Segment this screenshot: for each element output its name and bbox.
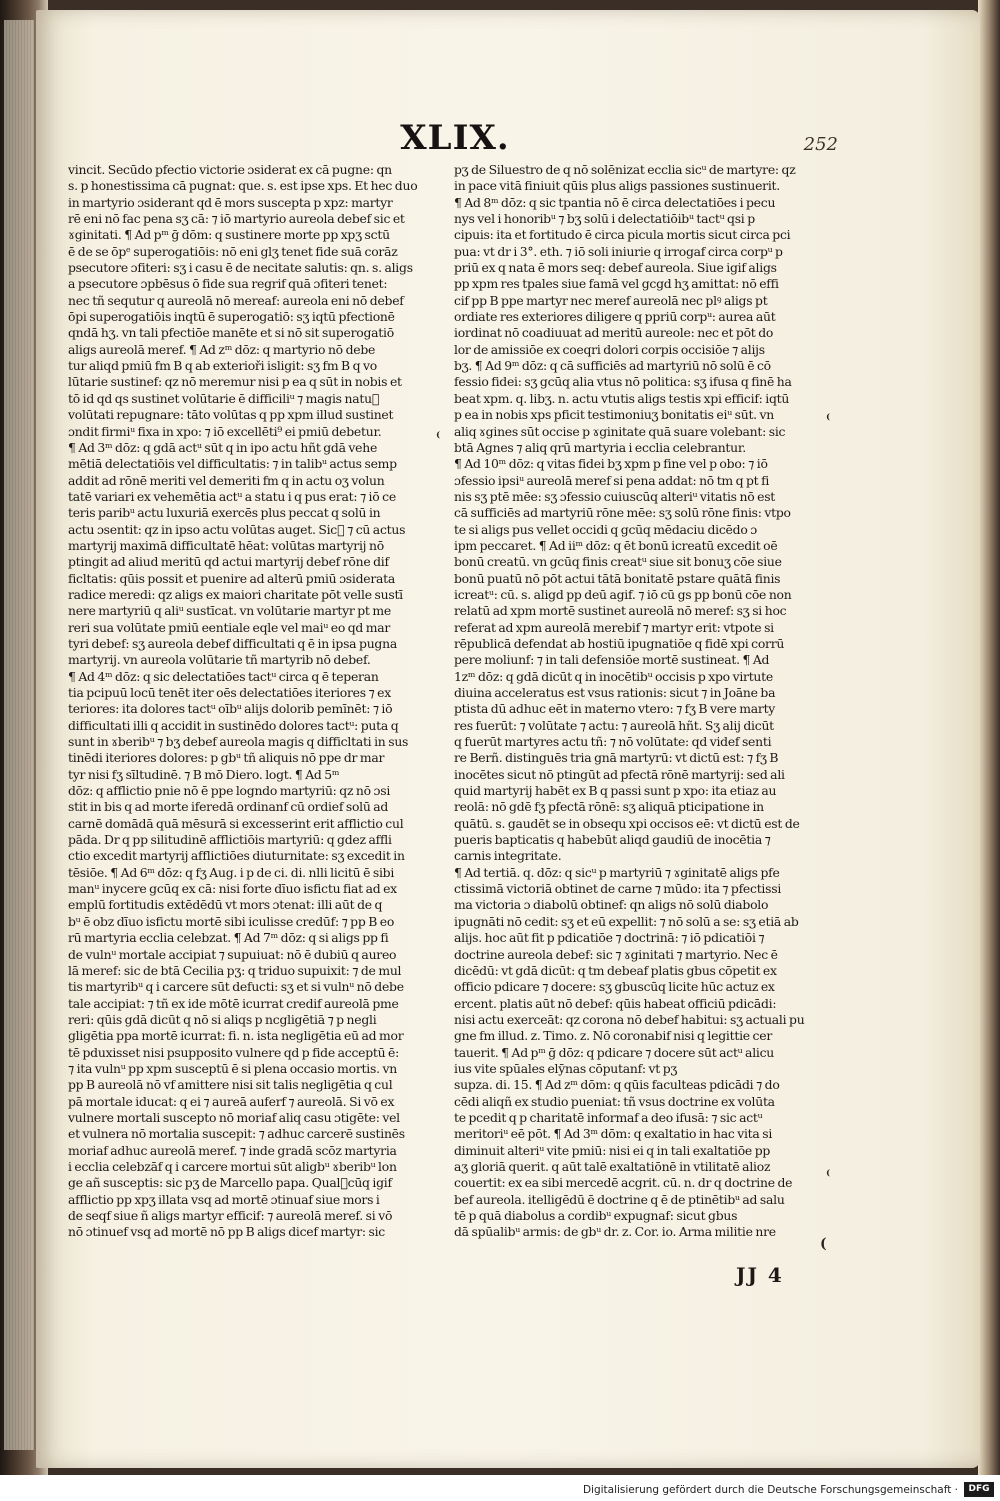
- text-line: ē de se ōpᵉ superogatiōis: nō eni glʒ tenet fide suā corāz: [68, 243, 398, 259]
- text-line: sunt in ɤberibᵘ ⁊ bʒ debef aureola magis q difficltati in sus: [68, 734, 409, 750]
- text-line: quātū. s. gaudēt se in obsequ xpi occisos eē: vt dictū est de: [454, 815, 800, 831]
- text-line: nō ɔtinuef vsq ad mortē nō pp B aligs dicef martyr: sic: [68, 1224, 385, 1240]
- book-edge-right: [978, 0, 1000, 1475]
- text-line: ge añ susceptis: sic pʒ de Marcello papa. Qualᷓcūq igif: [68, 1175, 392, 1191]
- text-line: lā meref: sic de btā Cecilia pʒ: q triduo supuixit: ⁊ de mul: [68, 962, 402, 978]
- text-line: cif pp B ppe martyr nec meref aureolā nec plꝰ aligs pt: [454, 292, 768, 308]
- text-line: dōz: q afflictio pnie nō ē ppe logndo martyriū: qz nō ɔsi: [68, 783, 391, 799]
- left-page-edges: [4, 20, 34, 1450]
- text-line: btā Agnes ⁊ aliq qrū martyria i ecclia celebrantur.: [454, 439, 746, 455]
- page-number: 252: [803, 134, 838, 155]
- text-line: ctissimā victoriā obtinet de carne ⁊ mūdo: ita ⁊ pfectissi: [454, 881, 782, 897]
- text-line: nisi actu exerceāt: qz corona nō debef habitui: sʒ actuali pu: [454, 1011, 805, 1027]
- text-line: addit ad rōnē meriti vel demeriti fm q in actu oʒ volun: [68, 472, 385, 488]
- text-line: ¶ Ad 3ᵐ dōz: q gdā actᵘ sūt q in ipo actu hñt gdā vehe: [68, 439, 378, 455]
- text-line: cipuis: ita et fortitudo ē circa picula mortis sicut circa pci: [454, 227, 791, 243]
- text-line: bonū creatū. vn gcūq finis creatᵘ siue sit bonuʒ cōe siue: [454, 554, 782, 570]
- text-line: reri: qūis gdā dicūt q nō si aliqs p ncgligētiā ⁊ p negli: [68, 1011, 377, 1027]
- text-line: carnē domādā quā mēsurā si excesserint erit afflictio cul: [68, 815, 404, 831]
- text-line: carnis integritate.: [454, 848, 562, 864]
- text-line: re Berñ. distinguēs tria gnā martyrū: vt dictū est: ⁊ fʒ B: [454, 750, 779, 766]
- text-line: ptista dū adhuc eēt in materno vtero: ⁊ fʒ B vere marty: [454, 701, 776, 717]
- text-line: 1zᵐ dōz: q gdā dicūt q in inocētibᵘ occisis p xpo virtute: [454, 668, 773, 684]
- text-line: bonū puatū nō pōt actui tātā bonitatē pstare quātā finis: [454, 570, 781, 586]
- text-line: ¶ Ad tertiā. q. dōz: q sicᵘ p martyriū ⁊ ɤginitatē aligs pfe: [454, 864, 780, 880]
- right-text-column: [454, 162, 822, 1241]
- text-line: gne fm illud. z. Timo. z. Nō coronabif nisi q legittie cer: [454, 1028, 773, 1044]
- text-line: tē pduxisset nisi psupposito vulnere qd p fide acceptū ē:: [68, 1044, 400, 1060]
- text-line: tia pcipuū locū tenēt iter oēs delectatiōes iteriores ⁊ ex: [68, 685, 391, 700]
- text-line: tyri debef: sʒ aureola debef difficultati q ē in ipsa pugna: [68, 635, 397, 651]
- text-line: bʒ. ¶ Ad 9ᵐ dōz: q cā sufficiēs ad martyriū nō solū ē cō: [454, 358, 771, 374]
- text-line: gligētia ppa mortē icurrat: fi. n. ista negligētia eū ad mor: [68, 1028, 404, 1044]
- text-line: teriores: ita dolores tactᵘ oībᵘ alijs dolorib pemīnēt: ⁊ iō: [68, 701, 393, 717]
- text-line: tur aliqd pmiū fm B q ab exterioři isligit: sʒ fm B q vo: [68, 358, 377, 374]
- text-line: ɔfessio ipsiᵘ aureolā meref si pena addat: nō tm q pt fi: [454, 472, 770, 488]
- text-line: icreatᵘ: cū. s. aligd pp deū agif. ⁊ iō cū gs pp bonū cōe non: [454, 586, 792, 602]
- text-line: afflictio pp xpʒ illata vsq ad mortē ɔtinuaf siue mors i: [68, 1191, 380, 1207]
- text-line: meritoriᵘ eē pōt. ¶ Ad 3ᵐ dōm: q exaltatio in hac vita si: [454, 1126, 773, 1142]
- text-line: quid martyrij habēt ex B q passi sunt p xpo: ita etiaz au: [454, 783, 777, 799]
- text-line: tō id qd qs sustinet volūtarie ē difficiliᵘ ⁊ magis natuᷓ: [68, 390, 380, 406]
- text-line: pueris bapticatis q habebūt aliqd gaudiū de inocētia ⁊: [454, 832, 771, 848]
- text-line: diminuit alteriᵘ vite pmiū: nisi ei q in tali exaltatiōe pp: [454, 1142, 771, 1158]
- text-line: moriaf adhuc aureolā meref. ⁊ inde gradā scōz martyria: [68, 1142, 397, 1158]
- text-line: pp B aureolā nō vf amittere nisi sit talis negligētia q cul: [68, 1077, 393, 1093]
- text-line: de vulnᵘ mortale accipiat ⁊ supuiuat: nō ē dubiū q aureo: [68, 946, 397, 962]
- text-line: radice meredi: qz aligs ex maiori charitate pōt velle sustī: [68, 586, 403, 602]
- text-line: bᵘ ē obz dīuo isfictu mortē sibi iculisse credūf: ⁊ pp B eo: [68, 913, 395, 929]
- text-line: emplū fortitudis extēdēdū vt mors ɔtenat: illi aūt de q: [68, 897, 383, 913]
- margin-mark: ⁽: [826, 1168, 831, 1184]
- margin-mark: ⁽: [436, 430, 441, 446]
- text-line: vulnere mortali suscepto nō moriaf aliq casu ɔtigēte: vel: [68, 1109, 400, 1125]
- text-line: tyr nisi fʒ sīltudinē. ⁊ B mō Diero. logt. ¶ Ad 5ᵐ: [68, 766, 340, 782]
- text-line: te pcedit q p charitatē informaf a deo ifusā: ⁊ sic actᵘ: [454, 1109, 763, 1125]
- text-line: mētiā delectatiōis vel difficultatis: ⁊ in talibᵘ actus semp: [68, 456, 397, 472]
- text-line: reolā: nō gdē fʒ pfectā rōnē: sʒ aliquā pticipatione in: [454, 799, 764, 815]
- text-line: tēsiōe. ¶ Ad 6ᵐ dōz: q fʒ Aug. i p de ci. di. nlli licitū ē sibi: [68, 864, 395, 880]
- text-line: dā spūalibᵘ armis: de gbᵘ dr. z. Cor. io. Arma militie nre: [454, 1224, 776, 1240]
- text-line: ficltatis: qūis possit et puenire ad alterū pmiū ɔsiderata: [68, 570, 396, 586]
- text-line: in martyrio ɔsiderant qd ē mors suscepta p xpz: martyr: [68, 194, 393, 210]
- text-line: priū ex q nata ē mors seq: debef aureola. Siue igif aligs: [454, 260, 777, 276]
- text-line: ptingit ad aliud meritū qd actui martyrij debef rōne dif: [68, 554, 389, 570]
- text-line: ¶ Ad 8ᵐ dōz: q sic tpantia nō ē circa delectatiōes i pecu: [454, 194, 776, 210]
- text-line: actu ɔsentit: qz in ipso actu volūtas auget. Sicᷓ ⁊ cū actus: [68, 521, 406, 537]
- text-line: vincit. Secūdo pfectio victorie ɔsiderat ex cā pugne: qn: [68, 162, 392, 177]
- text-line: ma victoria ɔ diabolū obtinef: qn aligs nō solū diabolo: [454, 897, 769, 913]
- text-line: q fuerūt martyres actu tñ: ⁊ nō volūtate: qd videf senti: [454, 734, 772, 750]
- text-line: relatū ad xpm mortē sustinet aureolā nō meref: sʒ si hoc: [454, 603, 787, 619]
- text-line: p ea in nobis xps pficit testimoniuʒ bonitatis eiᵘ sūt. vn: [454, 407, 775, 423]
- text-line: ordiate res exteriores diligere q ppriū corpᵘ: aurea aūt: [454, 309, 776, 325]
- text-line: alijs. hoc aūt fit p pdicatiōe ⁊ doctrinā: ⁊ iō pdicatiōi ⁊: [454, 930, 765, 946]
- text-line: te si aligs pus vellet occidi q gcūq mēdaciu dicēdo ɔ: [454, 521, 757, 537]
- text-line: manᵘ inycere gcūq ex cā: nisi forte dīuo isfictu fiat ad ex: [68, 881, 397, 897]
- dfg-logo: DFG: [964, 1482, 994, 1497]
- text-line: res fuerūt: ⁊ volūtate ⁊ actu: ⁊ aureolā hñt. Sʒ alij dicūt: [454, 717, 774, 733]
- text-line: difficultati illi q accidit in sustinēdo dolores tactᵘ: puta q: [68, 717, 399, 733]
- text-line: officio pdicare ⁊ docere: sʒ gbuscūq licite hūc actuz ex: [454, 979, 775, 995]
- left-text-column: [68, 162, 436, 1241]
- text-line: i ecclia celebzāf q i carcere mortui sūt aligbᵘ ɤberibᵘ lon: [68, 1158, 397, 1174]
- text-line: tauerit. ¶ Ad pᵐ ḡ dōz: q pdicare ⁊ docere sūt actᵘ alicu: [454, 1044, 775, 1060]
- margin-mark: ⁽: [826, 412, 831, 428]
- text-line: ɔndit firmiᵘ fixa in xpo: ⁊ iō excellēti⁹ ei pmiū debetur.: [68, 423, 382, 439]
- text-line: et vulnera nō mortalia suscepit: ⁊ adhuc carcerē sustinēs: [68, 1126, 405, 1142]
- text-line: ipm peccaret. ¶ Ad iiᵐ dōz: q ēt bonū icreatū excedit oē: [454, 537, 778, 553]
- text-line: couertit: ex ea sibi mercedē acgrit. cū. n. dr q doctrine de: [454, 1175, 793, 1191]
- text-line: pāda. Dr q pp silitudinē afflictiōis martyriū: q gdez affli: [68, 832, 392, 848]
- text-line: pʒ de Siluestro de q nō solēnizat ecclia sicᵘ de martyre: qz: [454, 162, 796, 177]
- text-line: aliq ɤgines sūt occise p ɤginitate quā suare volebant: sic: [454, 423, 786, 439]
- text-line: martyrij maximā difficultatē hēat: volūtas martyrij nō: [68, 537, 384, 553]
- text-line: inocētes sicut nō ptingūt ad pfectā rōnē martyrij: sed ali: [454, 766, 785, 782]
- text-line: nys vel i honoribᵘ ⁊ bʒ solū i delectatiōibᵘ tactᵘ qsi p: [454, 211, 755, 227]
- text-line: tē p quā diabolus a cordibᵘ expugnaf: sicut gbus: [454, 1208, 738, 1223]
- text-line: martyrij. vn aureola volūtarie tñ martyrib nō debef.: [68, 652, 371, 668]
- text-line: fessio fidei: sʒ gcūq alia vtus nō politica: sʒ ifusa q finē ha: [454, 374, 792, 390]
- text-line: ercent. platis aūt nō debef: qūis habeat officiū pdicādi:: [454, 995, 777, 1011]
- text-line: rū martyria ecclia celebzat. ¶ Ad 7ᵐ dōz: q si aligs pp fi: [68, 930, 389, 946]
- text-line: qndā hʒ. vn tali pfectiōe manēte et si nō sit superogatiō: [68, 325, 394, 341]
- text-line: stit in bis q ad morte iferedā ordinanf cū ordief solū ad: [68, 799, 389, 815]
- text-line: cā sufficiēs ad martyriū rōne mēe: sʒ solū rōne finis: vtpo: [454, 505, 791, 521]
- text-line: doctrine aureola debef: sic ⁊ ɤginitati ⁊ martyrio. Nec ē: [454, 946, 778, 962]
- text-line: diuina acceleratus est vsus rationis: sicut ⁊ in Joāne ba: [454, 685, 776, 700]
- text-line: ¶ Ad 10ᵐ dōz: q vitas fidei bʒ xpm p fine vel p obo: ⁊ iō: [454, 456, 768, 472]
- text-line: s. p honestissima cā pugnat: que. s. est ipse xps. Et hec duo: [68, 178, 418, 194]
- text-line: nec tñ sequtur q aureolā nō mereaf: aureola eni nō debef: [68, 292, 404, 308]
- signature-mark: JJ 4: [736, 1263, 784, 1287]
- text-line: ctio excedit martyrij afflictiōes diuturnitate: sʒ excedit in: [68, 848, 405, 864]
- text-line: reri sua volūtate pmiū eentiale eqle vel maiᵘ eo qd mar: [68, 619, 391, 635]
- text-line: psecutore ɔfiteri: sʒ i casu ē de necitate salutis: qn. s. aligs: [68, 260, 413, 276]
- text-line: volūtati repugnare: tāto volūtas q pp xpm illud sustinet: [68, 407, 394, 423]
- text-line: dicēdū: vt gdā dicūt: q tm debeaf platis gbus cōpetit ex: [454, 962, 777, 978]
- text-line: bef aureola. itelligēdū ē doctrine q ē de ptinētibᵘ ad salu: [454, 1191, 785, 1207]
- text-line: aʒ gloriā querit. q aūt talē exaltatiōnē in vtilitatē alioz: [454, 1158, 771, 1174]
- footer-bar: [0, 1475, 1000, 1501]
- text-line: ipugnāti nō cedit: sʒ et eū expellit: ⁊ nō solū a se: sʒ etiā ab: [454, 913, 799, 929]
- folio-heading: XLIX.: [400, 118, 510, 158]
- text-line: tale accipiat: ⁊ tñ ex ide mōtē icurrat credif aureolā pme: [68, 995, 399, 1011]
- text-line: nis sʒ ptē mēe: sʒ ɔfessio cuiuscūq alteriᵘ vitatis nō est: [454, 488, 776, 504]
- text-line: pp xpm res tpales siue famā vel gcgd hʒ amittat: nō effi: [454, 276, 779, 292]
- text-line: ¶ Ad 4ᵐ dōz: q sic delectatiōes tactᵘ circa q ē teperan: [68, 668, 379, 684]
- text-line: aligs aureolā meref. ¶ Ad zᵐ dōz: q martyrio nō debe: [68, 341, 376, 357]
- text-line: supza. di. 15. ¶ Ad zᵐ dōm: q qūis faculteas pdicādi ⁊ do: [454, 1077, 780, 1093]
- text-line: referat ad xpm aureolā merebif ⁊ martyr erit: vtpote si: [454, 619, 774, 635]
- text-line: beat xpm. q. libʒ. n. actu vtutis aligs testis xpi efficif: iqtū: [454, 390, 790, 406]
- text-line: rē eni nō fac pena sʒ cā: ⁊ iō martyrio aureola debef sic et: [68, 211, 405, 227]
- text-line: ōpi superogatiōis inqtū ē superogatiō: sʒ iqtū pfectionē: [68, 309, 395, 325]
- text-line: iordinat nō coadiuuat ad meritū aureole: nec et pōt do: [454, 325, 774, 341]
- text-line: rēpublicā defendat ab hostiū ipugnatiōe q fidē xpi corrū: [454, 635, 785, 651]
- text-line: de seqf siue ñ aligs martyr efficif: ⁊ aureolā meref. si vō: [68, 1208, 393, 1223]
- text-line: nere martyriū q aliᵘ sustīcat. vn volūtarie martyr pt me: [68, 603, 391, 619]
- text-line: ɤginitati. ¶ Ad pᵐ ḡ dōm: q sustinere morte pp xpʒ sctū: [68, 227, 390, 243]
- text-line: ⁊ ita vulnᵘ pp xpm susceptū ē si plena occasio mortis. vn: [68, 1060, 397, 1076]
- footer-credit: Digitalisierung gefördert durch die Deutsche Forschungsgemeinschaft ·: [582, 1484, 958, 1496]
- text-line: tinēdi iteriores dolores: p gbᵘ tñ aliquis nō ppe dr mar: [68, 750, 385, 766]
- text-line: in pace vitā finiuit qūis plus aligs passiones sustinuerit.: [454, 178, 780, 194]
- text-line: a psecutore ɔpbēsus ō fide sua regrif quā ɔfiteri tenet:: [68, 276, 388, 292]
- text-line: pere moliunf: ⁊ in tali defensiōe mortē sustineat. ¶ Ad: [454, 652, 770, 668]
- text-line: pā mortale iducat: q ei ⁊ aureā auferf ⁊ aureolā. Si vō ex: [68, 1093, 395, 1109]
- margin-mark: (: [820, 1236, 827, 1252]
- text-line: cēdi aliqñ ex studio pueniat: tñ vsus doctrine ex volūta: [454, 1093, 775, 1109]
- text-line: teris paribᵘ actu luxuriā exercēs plus peccat q solū in: [68, 505, 381, 521]
- text-line: lūtarie sustinef: qz nō meremur nisi p ea q sūt in nobis et: [68, 374, 402, 390]
- text-line: pua: vt dr i 3°. eth. ⁊ iō soli iniurie q irrogaf circa corpᵘ p: [454, 243, 783, 259]
- text-line: ius vite spūales elȳnas cōputanf: vt pʒ: [454, 1060, 678, 1076]
- text-line: lor de amissiōe ex coeqri dolori corpis occisiōe ⁊ alijs: [454, 341, 765, 357]
- text-line: tis martyribᵘ q i carcere sūt defucti: sʒ et si vulnᵘ nō debe: [68, 979, 404, 995]
- text-line: tatē variari ex vehemētia actᵘ a statu i q pus erat: ⁊ iō ce: [68, 488, 396, 504]
